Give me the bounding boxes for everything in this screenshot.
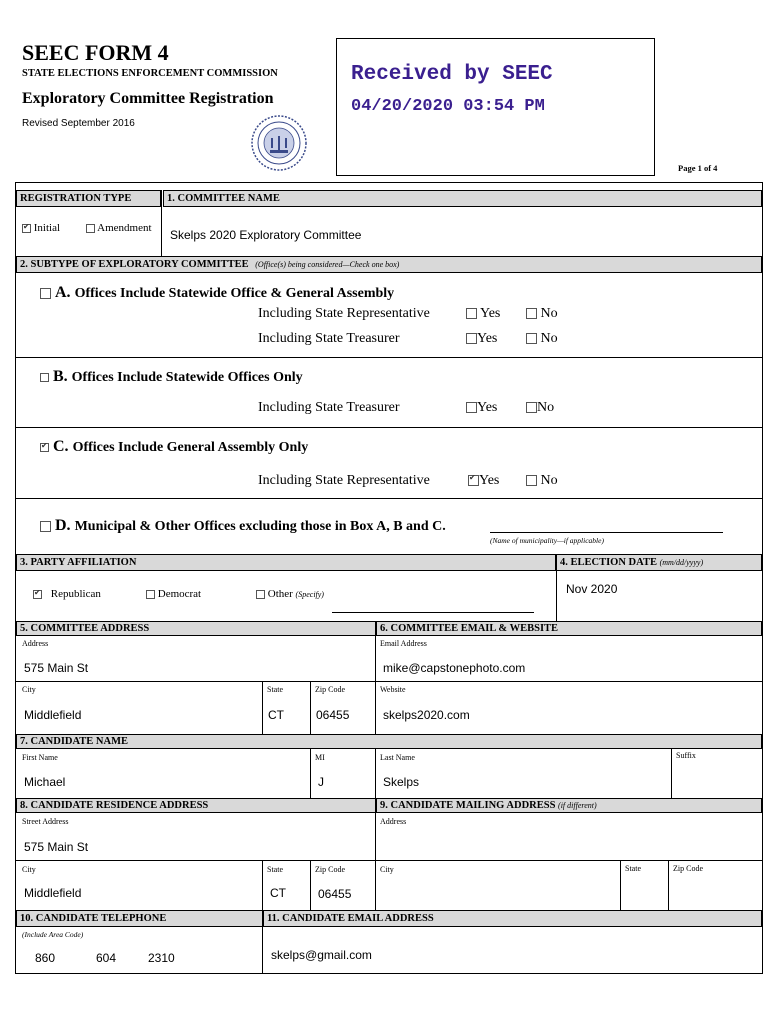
option-c-rep-no[interactable] xyxy=(526,473,558,489)
agency-name: STATE ELECTIONS ENFORCEMENT COMMISSION xyxy=(22,68,278,79)
option-d-label: Municipal & Other Offices excluding those in Box A, B and C. xyxy=(74,519,446,534)
candidate-name-header: 7. CANDIDATE NAME xyxy=(16,734,762,749)
option-a-treas-yes[interactable] xyxy=(466,331,497,347)
committee-state-field[interactable]: CT xyxy=(268,708,284,722)
committee-zip-field[interactable]: 06455 xyxy=(316,708,350,722)
option-a-treas-no-checkbox[interactable] xyxy=(526,333,537,344)
amendment-checkbox[interactable] xyxy=(86,224,95,233)
mailing-zip-label: Zip Code xyxy=(673,864,703,873)
committee-city-field[interactable]: Middlefield xyxy=(24,708,82,722)
yes-label: Yes xyxy=(479,473,500,488)
amendment-label: Amendment xyxy=(97,222,152,234)
option-a-rep-yes[interactable] xyxy=(466,306,500,322)
other-specify-line[interactable] xyxy=(332,612,534,613)
telephone-note: (Include Area Code) xyxy=(22,930,84,939)
last-name-field[interactable]: Skelps xyxy=(383,775,420,789)
option-d[interactable] xyxy=(40,517,446,535)
committee-address-header: 5. COMMITTEE ADDRESS xyxy=(16,621,376,636)
republican-label: Republican xyxy=(50,588,101,600)
option-c-rep-no-checkbox[interactable] xyxy=(526,475,537,486)
option-a-rep-yes-checkbox[interactable] xyxy=(466,308,477,319)
initial-option[interactable] xyxy=(22,222,60,234)
mailing-state-label: State xyxy=(625,864,641,873)
committee-email-label: Email Address xyxy=(380,639,427,648)
other-option[interactable] xyxy=(256,588,324,600)
subtype-header xyxy=(16,256,762,273)
option-b-label: Offices Include Statewide Offices Only xyxy=(71,370,303,385)
municipality-input-line[interactable] xyxy=(490,532,723,533)
no-label: No xyxy=(537,400,555,415)
phone-line-number[interactable]: 2310 xyxy=(148,951,175,965)
option-c-rep-yes-checkbox[interactable] xyxy=(468,475,479,486)
option-a-treas-label: Including State Treasurer xyxy=(258,331,400,346)
option-a-treas-no[interactable] xyxy=(526,331,558,347)
committee-email-field[interactable]: mike@capstonephoto.com xyxy=(383,661,526,675)
option-d-letter: D. xyxy=(55,517,71,534)
suffix-label: Suffix xyxy=(676,751,696,760)
initial-label: Initial xyxy=(33,222,61,234)
option-a-rep-no-checkbox[interactable] xyxy=(526,308,537,319)
option-b-treas-label: Including State Treasurer xyxy=(258,400,400,415)
other-checkbox[interactable] xyxy=(256,590,265,599)
republican-checkbox[interactable] xyxy=(33,590,42,599)
option-a-rep-no[interactable] xyxy=(526,306,558,322)
committee-address-label: Address xyxy=(22,639,49,648)
form-title: SEEC FORM 4 xyxy=(22,40,169,65)
yes-label: Yes xyxy=(477,400,498,415)
last-name-label: Last Name xyxy=(380,753,415,762)
telephone-header: 10. CANDIDATE TELEPHONE xyxy=(16,910,263,927)
stamp-timestamp: 04/20/2020 03:54 PM xyxy=(351,97,545,116)
option-b-treas-no[interactable] xyxy=(526,400,554,416)
option-a[interactable] xyxy=(40,284,394,302)
mailing-note: (if different) xyxy=(558,801,597,810)
amendment-option[interactable] xyxy=(86,222,152,234)
residence-city-field[interactable]: Middlefield xyxy=(24,886,82,900)
committee-state-label: State xyxy=(267,685,283,694)
option-b-letter: B. xyxy=(53,368,68,385)
option-b-treas-no-checkbox[interactable] xyxy=(526,402,537,413)
subtype-note: (Office(s) being considered—Check one box) xyxy=(255,260,400,269)
residence-header: 8. CANDIDATE RESIDENCE ADDRESS xyxy=(16,798,376,813)
registration-type-header: REGISTRATION TYPE xyxy=(16,190,161,207)
option-a-rep-label: Including State Representative xyxy=(258,306,430,321)
option-c-rep-yes[interactable] xyxy=(468,473,499,489)
option-a-treas-yes-checkbox[interactable] xyxy=(466,333,477,344)
option-c-letter: C. xyxy=(53,438,69,455)
committee-address-field[interactable]: 575 Main St xyxy=(24,661,89,675)
stamp-received-text: Received by SEEC xyxy=(351,63,553,86)
other-note: (Specify) xyxy=(295,590,324,599)
committee-website-field[interactable]: skelps2020.com xyxy=(383,708,470,722)
democrat-option[interactable] xyxy=(146,588,201,600)
residence-zip-field[interactable]: 06455 xyxy=(318,887,352,901)
subtype-title: 2. SUBTYPE OF EXPLORATORY COMMITTEE xyxy=(20,259,249,270)
no-label: No xyxy=(540,473,558,488)
revised-date: Revised September 2016 xyxy=(22,118,135,129)
option-c-rep-label: Including State Representative xyxy=(258,473,430,488)
residence-state-field[interactable]: CT xyxy=(270,886,286,900)
option-c[interactable] xyxy=(40,438,308,456)
committee-website-label: Website xyxy=(380,685,406,694)
committee-name-field[interactable]: Skelps 2020 Exploratory Committee xyxy=(170,228,362,242)
phone-area-code[interactable]: 860 xyxy=(35,951,56,965)
committee-name-header: 1. COMMITTEE NAME xyxy=(163,190,762,207)
page-number: Page 1 of 4 xyxy=(678,163,718,173)
democrat-checkbox[interactable] xyxy=(146,590,155,599)
candidate-email-field[interactable]: skelps@gmail.com xyxy=(271,948,372,962)
mailing-title: 9. CANDIDATE MAILING ADDRESS xyxy=(380,800,556,811)
first-name-label: First Name xyxy=(22,753,58,762)
option-c-checkbox[interactable] xyxy=(40,443,49,452)
option-d-checkbox[interactable] xyxy=(40,521,51,532)
candidate-email-header: 11. CANDIDATE EMAIL ADDRESS xyxy=(263,910,762,927)
residence-zip-label: Zip Code xyxy=(315,865,345,874)
election-date-note: (mm/dd/yyyy) xyxy=(659,558,704,567)
mailing-header xyxy=(376,798,762,813)
mailing-city-label: City xyxy=(380,865,394,874)
yes-label: Yes xyxy=(479,306,501,321)
option-c-label: Offices Include General Assembly Only xyxy=(72,440,309,455)
yes-label: Yes xyxy=(477,331,498,346)
option-b[interactable] xyxy=(40,368,303,386)
mi-label: MI xyxy=(315,753,325,762)
initial-checkbox[interactable] xyxy=(22,224,31,233)
option-b-treas-yes-checkbox[interactable] xyxy=(466,402,477,413)
party-header: 3. PARTY AFFILIATION xyxy=(16,554,556,571)
option-b-checkbox[interactable] xyxy=(40,373,49,382)
other-label: Other xyxy=(267,588,293,600)
mi-field[interactable]: J xyxy=(318,775,324,789)
form-subtitle: Exploratory Committee Registration xyxy=(22,90,274,107)
committee-zip-label: Zip Code xyxy=(315,685,345,694)
first-name-field[interactable]: Michael xyxy=(24,775,66,789)
no-label: No xyxy=(540,306,558,321)
democrat-label: Democrat xyxy=(157,588,202,600)
option-a-letter: A. xyxy=(55,284,71,301)
mailing-address-label: Address xyxy=(380,817,407,826)
election-date-title: 4. ELECTION DATE xyxy=(560,557,657,568)
option-a-label: Offices Include Statewide Office & General Assembly xyxy=(74,286,395,301)
residence-city-label: City xyxy=(22,865,36,874)
election-date-header xyxy=(556,554,762,571)
republican-option[interactable] xyxy=(33,588,101,600)
committee-city-label: City xyxy=(22,685,36,694)
option-a-checkbox[interactable] xyxy=(40,288,51,299)
election-date-field[interactable]: Nov 2020 xyxy=(566,582,618,596)
committee-email-header: 6. COMMITTEE EMAIL & WEBSITE xyxy=(376,621,762,636)
received-stamp xyxy=(336,38,655,176)
street-address-label: Street Address xyxy=(22,817,69,826)
option-b-treas-yes[interactable] xyxy=(466,400,497,416)
municipality-caption: (Name of municipality—if applicable) xyxy=(490,536,604,545)
state-seal-icon xyxy=(250,114,308,172)
street-address-field[interactable]: 575 Main St xyxy=(24,840,89,854)
residence-state-label: State xyxy=(267,865,283,874)
no-label: No xyxy=(540,331,558,346)
phone-prefix[interactable]: 604 xyxy=(96,951,117,965)
